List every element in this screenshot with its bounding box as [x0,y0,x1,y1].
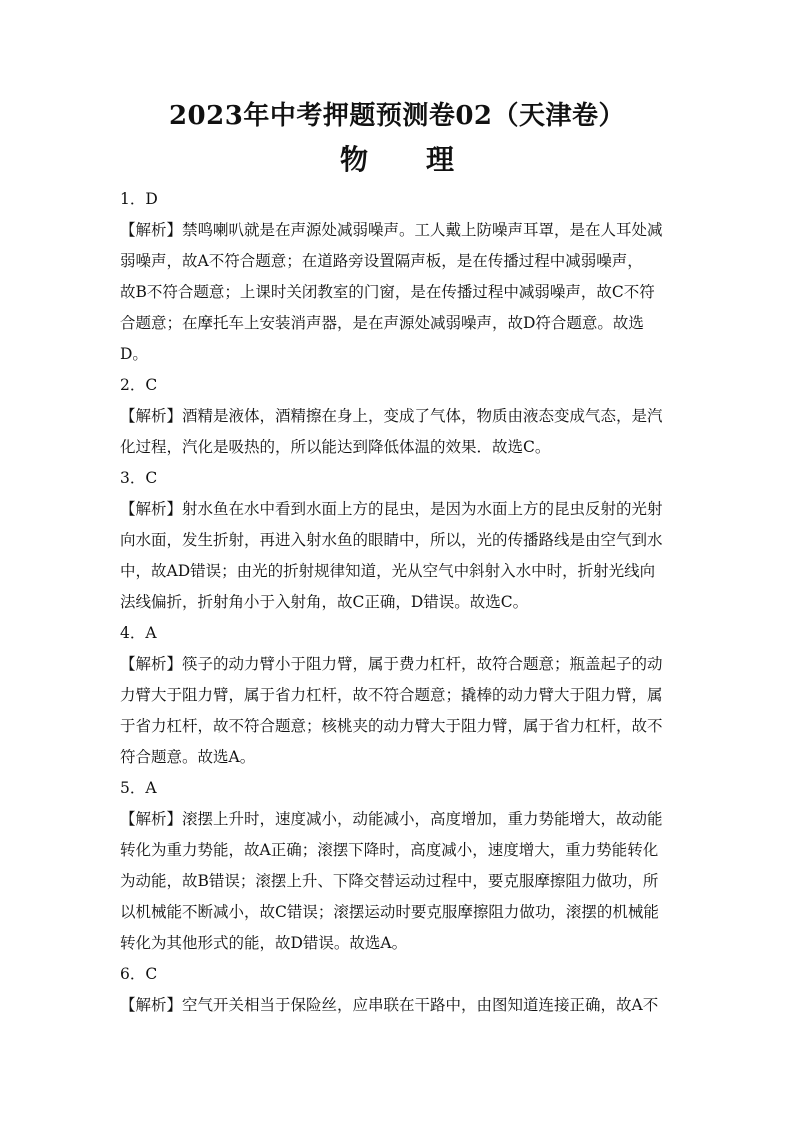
explanation-line: 化过程，汽化是吸热的，所以能达到降低体温的效果．故选C。 [120,438,551,456]
answer-item [120,465,676,615]
question-number: 4．A [120,624,157,642]
explanation [120,403,676,460]
answer-list [120,186,676,1023]
answer-item [120,186,676,367]
explanation-line: 【解析】筷子的动力臂小于阻力臂，属于费力杠杆，故符合题意；瓶盖起子的动 [120,655,663,673]
explanation [120,217,676,367]
answer-item [120,775,676,956]
subject-char-2: 理 [426,143,455,176]
subject-char-1: 物 [339,143,368,176]
answer-item [120,372,676,460]
explanation-line: 向水面，发生折射，再进入射水鱼的眼睛中，所以，光的传播路线是由空气到水 [120,531,663,549]
explanation-line: 转化为重力势能，故A正确；滚摆下降时，高度减小，速度增大，重力势能转化 [120,841,659,859]
exam-title: 2023年中考押题预测卷02（天津卷） [168,101,626,131]
explanation-line: 以机械能不断减小，故C错误；滚摆运动时要克服摩擦阻力做功，滚摆的机械能 [120,903,659,921]
explanation-line: 力臂大于阻力臂，属于省力杠杆，故不符合题意；撬棒的动力臂大于阻力臂，属 [120,686,663,704]
explanation-line: 为动能，故B错误；滚摆上升、下降交替运动过程中，要克服摩擦阻力做功，所 [120,872,659,890]
explanation-line: 符合题意。故选A。 [120,748,256,766]
explanation-line: D。 [120,345,148,363]
explanation-line: 转化为其他形式的能，故D错误。故选A。 [120,934,408,952]
answer-item [120,620,676,770]
question-number: 6．C [120,965,158,983]
explanation [120,496,676,615]
explanation [120,806,676,956]
question-number: 1．D [120,190,158,208]
explanation-line: 合题意；在摩托车上安装消声器，是在声源处减弱噪声，故D符合题意。故选 [120,314,644,332]
answer-item [120,961,676,1018]
question-number: 3．C [120,469,158,487]
subject-title [0,140,794,180]
explanation [120,992,676,1018]
explanation-line: 【解析】禁鸣喇叭就是在声源处减弱噪声。工人戴上防噪声耳罩，是在人耳处减 [120,221,663,239]
explanation-line: 【解析】酒精是液体，酒精擦在身上，变成了气体，物质由液态变成气态，是汽 [120,407,663,425]
explanation-line: 弱噪声，故A不符合题意；在道路旁设置隔声板，是在传播过程中减弱噪声， [120,252,643,270]
explanation-line: 中，故AD错误；由光的折射规律知道，光从空气中斜射入水中时，折射光线向 [120,562,656,580]
explanation-line: 于省力杠杆，故不符合题意；核桃夹的动力臂大于阻力臂，属于省力杠杆，故不 [120,717,663,735]
explanation [120,651,676,770]
question-number: 2．C [120,376,158,394]
explanation-line: 【解析】滚摆上升时，速度减小，动能减小，高度增加，重力势能增大，故动能 [120,810,663,828]
question-number: 5．A [120,779,157,797]
explanation-line: 法线偏折，折射角小于入射角，故C正确，D错误。故选C。 [120,593,529,611]
explanation-line: 故B不符合题意；上课时关闭教室的门窗，是在传播过程中减弱噪声，故C不符 [120,283,655,301]
explanation-line: 【解析】射水鱼在水中看到水面上方的昆虫，是因为水面上方的昆虫反射的光射 [120,500,663,518]
explanation-line: 【解析】空气开关相当于保险丝，应串联在干路中，由图知道连接正确，故A不 [120,996,659,1014]
